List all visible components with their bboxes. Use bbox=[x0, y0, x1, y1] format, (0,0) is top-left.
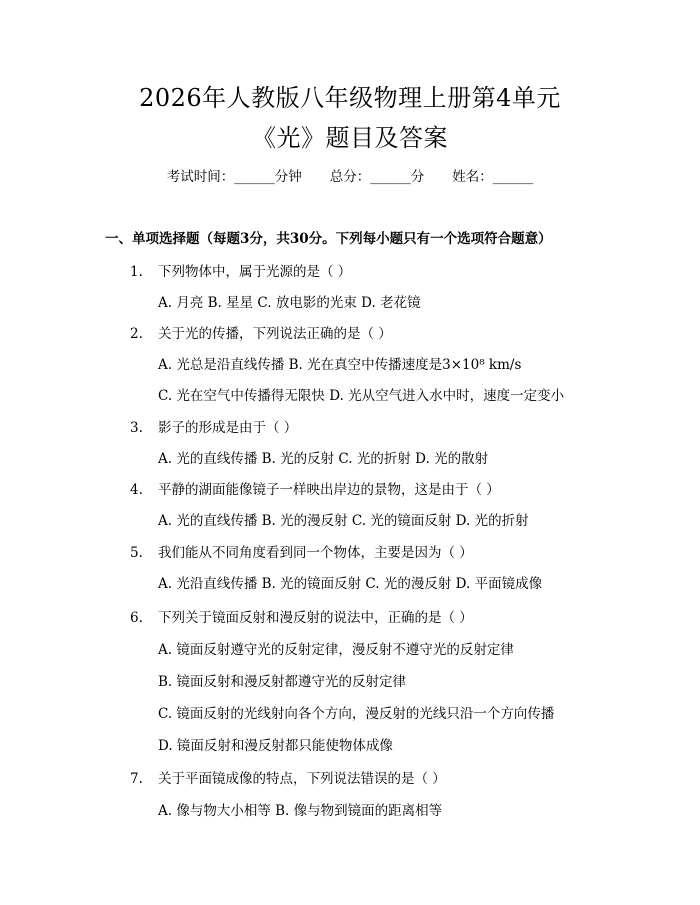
question-text: 下列关于镜面反射和漫反射的说法中，正确的是（ ） bbox=[158, 610, 473, 626]
question-3 bbox=[130, 418, 297, 438]
question-7 bbox=[130, 769, 446, 789]
question-4-options: A. 光的直线传播 B. 光的漫反射 C. 光的镜面反射 D. 光的折射 bbox=[158, 513, 529, 529]
question-text: 平静的湖面能像镜子一样映出岸边的景物，这是由于（ ） bbox=[158, 482, 500, 498]
question-6 bbox=[130, 608, 473, 628]
question-number: 5. bbox=[130, 545, 143, 561]
question-number: 4. bbox=[130, 482, 143, 498]
question-4 bbox=[130, 480, 500, 500]
question-number: 3. bbox=[130, 420, 143, 436]
question-1 bbox=[130, 262, 351, 282]
exam-meta bbox=[0, 167, 700, 187]
total-score-field: 总分：______分 bbox=[329, 169, 425, 185]
question-6-option-d: D. 镜面反射和漫反射都只能使物体成像 bbox=[158, 738, 393, 754]
question-5-options: A. 光沿直线传播 B. 光的镜面反射 C. 光的漫反射 D. 平面镜成像 bbox=[158, 576, 543, 592]
question-text: 下列物体中，属于光源的是（ ） bbox=[158, 264, 352, 280]
question-text: 我们能从不同角度看到同一个物体，主要是因为（ ） bbox=[158, 545, 473, 561]
question-2 bbox=[130, 324, 392, 344]
question-number: 1. bbox=[130, 264, 143, 280]
question-2-options-cd: C. 光在空气中传播得无限快 D. 光从空气进入水中时，速度一定变小 bbox=[158, 388, 565, 404]
section-heading: 一、单项选择题（每题3分，共30分。下列每小题只有一个选项符合题意） bbox=[105, 231, 552, 247]
name-field: 姓名：______ bbox=[452, 169, 534, 185]
question-text: 影子的形成是由于（ ） bbox=[158, 420, 298, 436]
question-6-option-a: A. 镜面反射遵守光的反射定律，漫反射不遵守光的反射定律 bbox=[158, 642, 514, 658]
question-number: 6. bbox=[130, 610, 143, 626]
question-5 bbox=[130, 543, 473, 563]
question-number: 7. bbox=[130, 771, 143, 787]
question-6-option-b: B. 镜面反射和漫反射都遵守光的反射定律 bbox=[158, 674, 407, 690]
document-title-line2: 《光》题目及答案 bbox=[252, 124, 448, 152]
document-title-line1: 2026年人教版八年级物理上册第4单元 bbox=[139, 84, 561, 112]
question-1-options: A. 月亮 B. 星星 C. 放电影的光束 D. 老花镜 bbox=[158, 295, 421, 311]
question-7-options: A. 像与物大小相等 B. 像与物到镜面的距离相等 bbox=[158, 803, 443, 819]
question-text: 关于平面镜成像的特点，下列说法错误的是（ ） bbox=[158, 771, 446, 787]
question-2-options-ab: A. 光总是沿直线传播 B. 光在真空中传播速度是3×10⁸ km/s bbox=[158, 357, 522, 373]
question-text: 关于光的传播，下列说法正确的是（ ） bbox=[158, 326, 392, 342]
question-3-options: A. 光的直线传播 B. 光的反射 C. 光的折射 D. 光的散射 bbox=[158, 451, 489, 467]
question-6-option-c: C. 镜面反射的光线射向各个方向，漫反射的光线只沿一个方向传播 bbox=[158, 706, 555, 722]
question-number: 2. bbox=[130, 326, 143, 342]
exam-time-field: 考试时间：______分钟 bbox=[166, 169, 302, 185]
